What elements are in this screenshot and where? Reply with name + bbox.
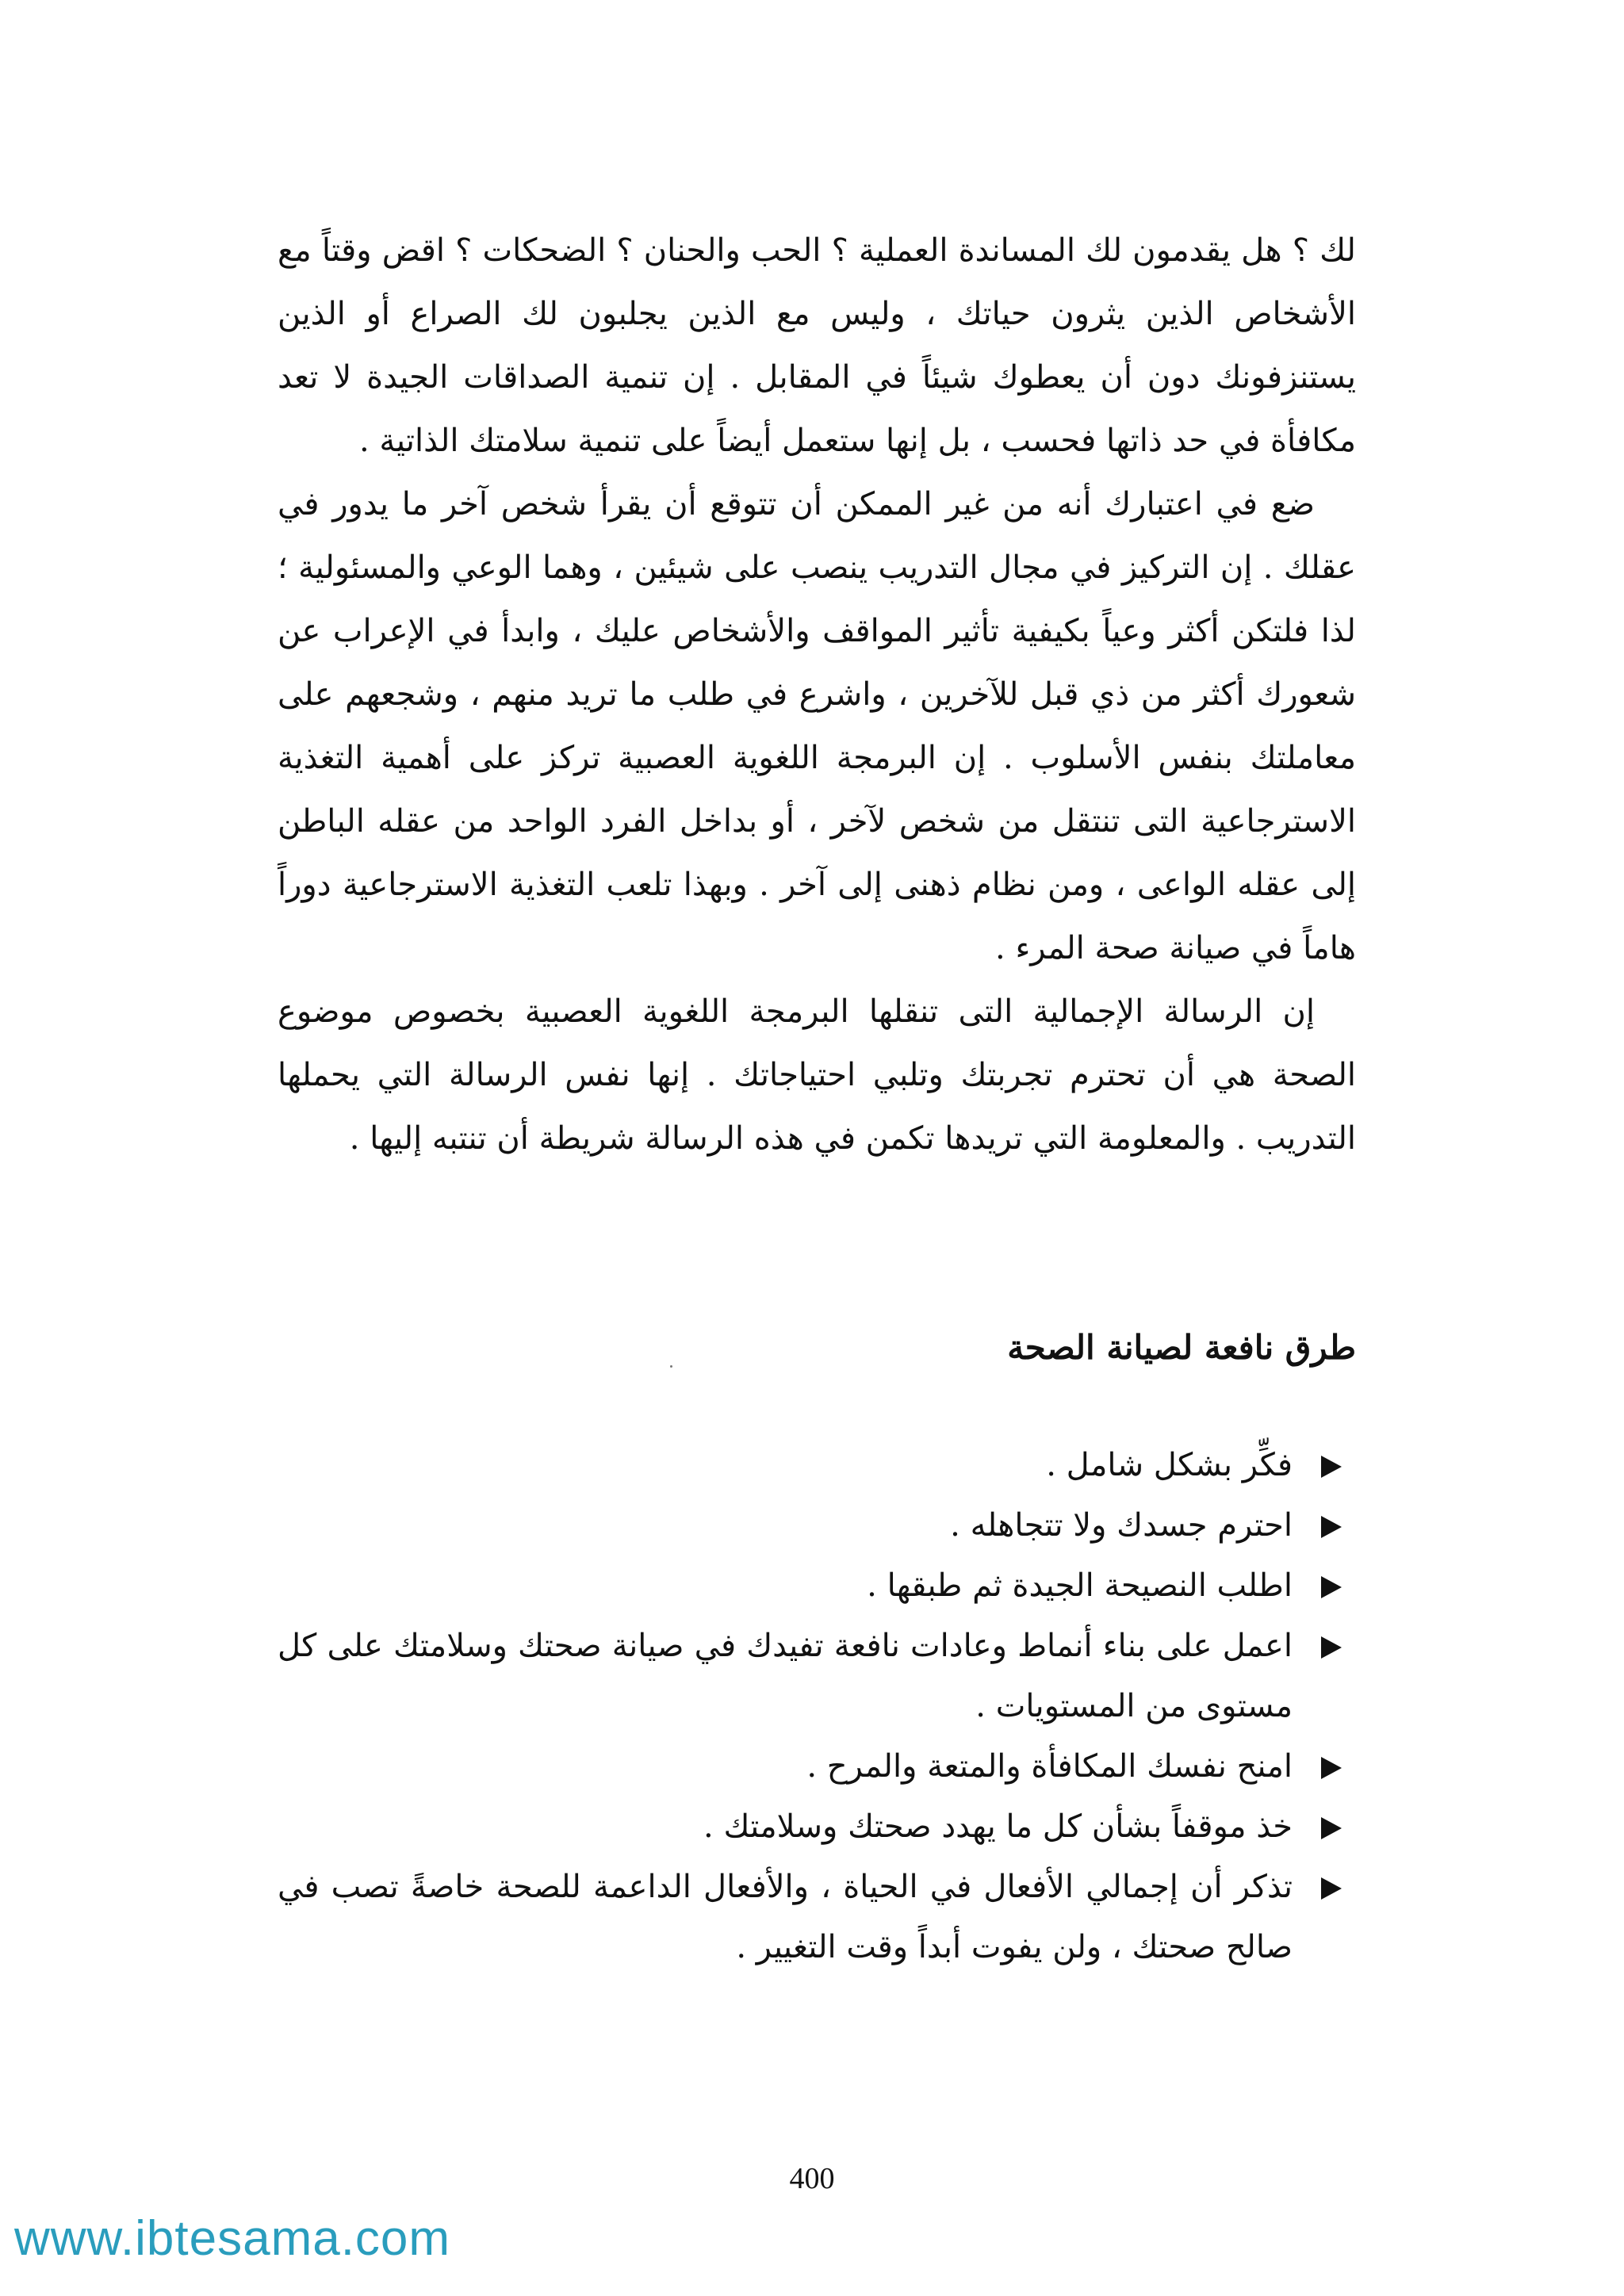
list-item [278, 1435, 1356, 1495]
list-item [278, 1616, 1356, 1736]
triangle-bullet-icon [1321, 1516, 1342, 1538]
list-item-text: خذ موقفاً بشأن كل ما يهدد صحتك وسلامتك . [703, 1808, 1293, 1845]
list-item [278, 1495, 1356, 1556]
triangle-bullet-icon [1321, 1757, 1342, 1779]
list-item-text: امنح نفسك المكافأة والمتعة والمرح . [806, 1748, 1293, 1785]
triangle-bullet-icon [1321, 1877, 1342, 1900]
triangle-bullet-icon [1321, 1456, 1342, 1478]
body-text [278, 219, 1356, 1170]
list-item-text: اعمل على بناء أنماط وعادات نافعة تفيدك في صيانة صحتك وسلامتك على كل مستوى من المستويات . [278, 1628, 1293, 1724]
site-watermark: www.ibtesama.com [14, 2211, 451, 2266]
paragraph-1: لك ؟ هل يقدمون لك المساندة العملية ؟ الحب والحنان ؟ الضحكات ؟ اقض وقتاً مع الأشخاص الذين يثرون حياتك ، وليس مع الذين يجلبون لك الصراع أو الذين يستنزفونك دون أن يعطوك شيئاً في المقابل . إن تنمية الصداقات الجيدة لا تعد مكافأة في حد ذاتها فحسب ، بل إنها ستعمل أيضاً على تنمية سلامتك الذاتية . [278, 232, 1356, 459]
page-number: 400 [789, 2162, 835, 2195]
list-item [278, 1857, 1356, 1977]
section-heading: طرق نافعة لصيانة الصحة [1007, 1328, 1356, 1367]
paragraph-3: إن الرسالة الإجمالية التى تنقلها البرمجة اللغوية العصبية بخصوص موضوع الصحة هي أن تحترم تجربتك وتلبي احتياجاتك . إنها نفس الرسالة التي يحملها التدريب . والمعلومة التي تريدها تكمن في هذه الرسالة شريطة أن تنتبه إليها . [278, 993, 1356, 1157]
list-item [278, 1556, 1356, 1616]
list-item-text: فكِّر بشكل شامل . [1046, 1447, 1293, 1483]
tips-list [278, 1435, 1356, 1977]
paragraph-2: ضع في اعتبارك أنه من غير الممكن أن تتوقع أن يقرأ شخص آخر ما يدور في عقلك . إن التركيز في مجال التدريب ينصب على شيئين ، وهما الوعي والمسئولية ؛ لذا فلتكن أكثر وعياً بكيفية تأثير المواقف والأشخاص عليك ، وابدأ في الإعراب عن شعورك أكثر من ذي قبل للآخرين ، واشرع في طلب ما تريد منهم ، وشجعهم على معاملتك بنفس الأسلوب . إن البرمجة اللغوية العصبية تركز على أهمية التغذية الاسترجاعية التى تنتقل من شخص لآخر ، أو بداخل الفرد الواحد من عقله الباطن إلى عقله الواعى ، ومن نظام ذهنى إلى آخر . وبهذا تلعب التغذية الاسترجاعية دوراً هاماً في صيانة صحة المرء . [278, 486, 1356, 966]
triangle-bullet-icon [1321, 1576, 1342, 1598]
list-item-text: تذكر أن إجمالي الأفعال في الحياة ، والأفعال الداعمة للصحة خاصةً تصب في صالح صحتك ، ولن يفوت أبداً وقت التغيير . [278, 1869, 1293, 1965]
list-item-text: اطلب النصيحة الجيدة ثم طبقها . [867, 1567, 1293, 1604]
list-item-text: احترم جسدك ولا تتجاهله . [950, 1507, 1293, 1544]
triangle-bullet-icon [1321, 1817, 1342, 1839]
triangle-bullet-icon [1321, 1636, 1342, 1659]
scan-speck [670, 1365, 672, 1368]
list-item [278, 1736, 1356, 1797]
list-item [278, 1797, 1356, 1857]
